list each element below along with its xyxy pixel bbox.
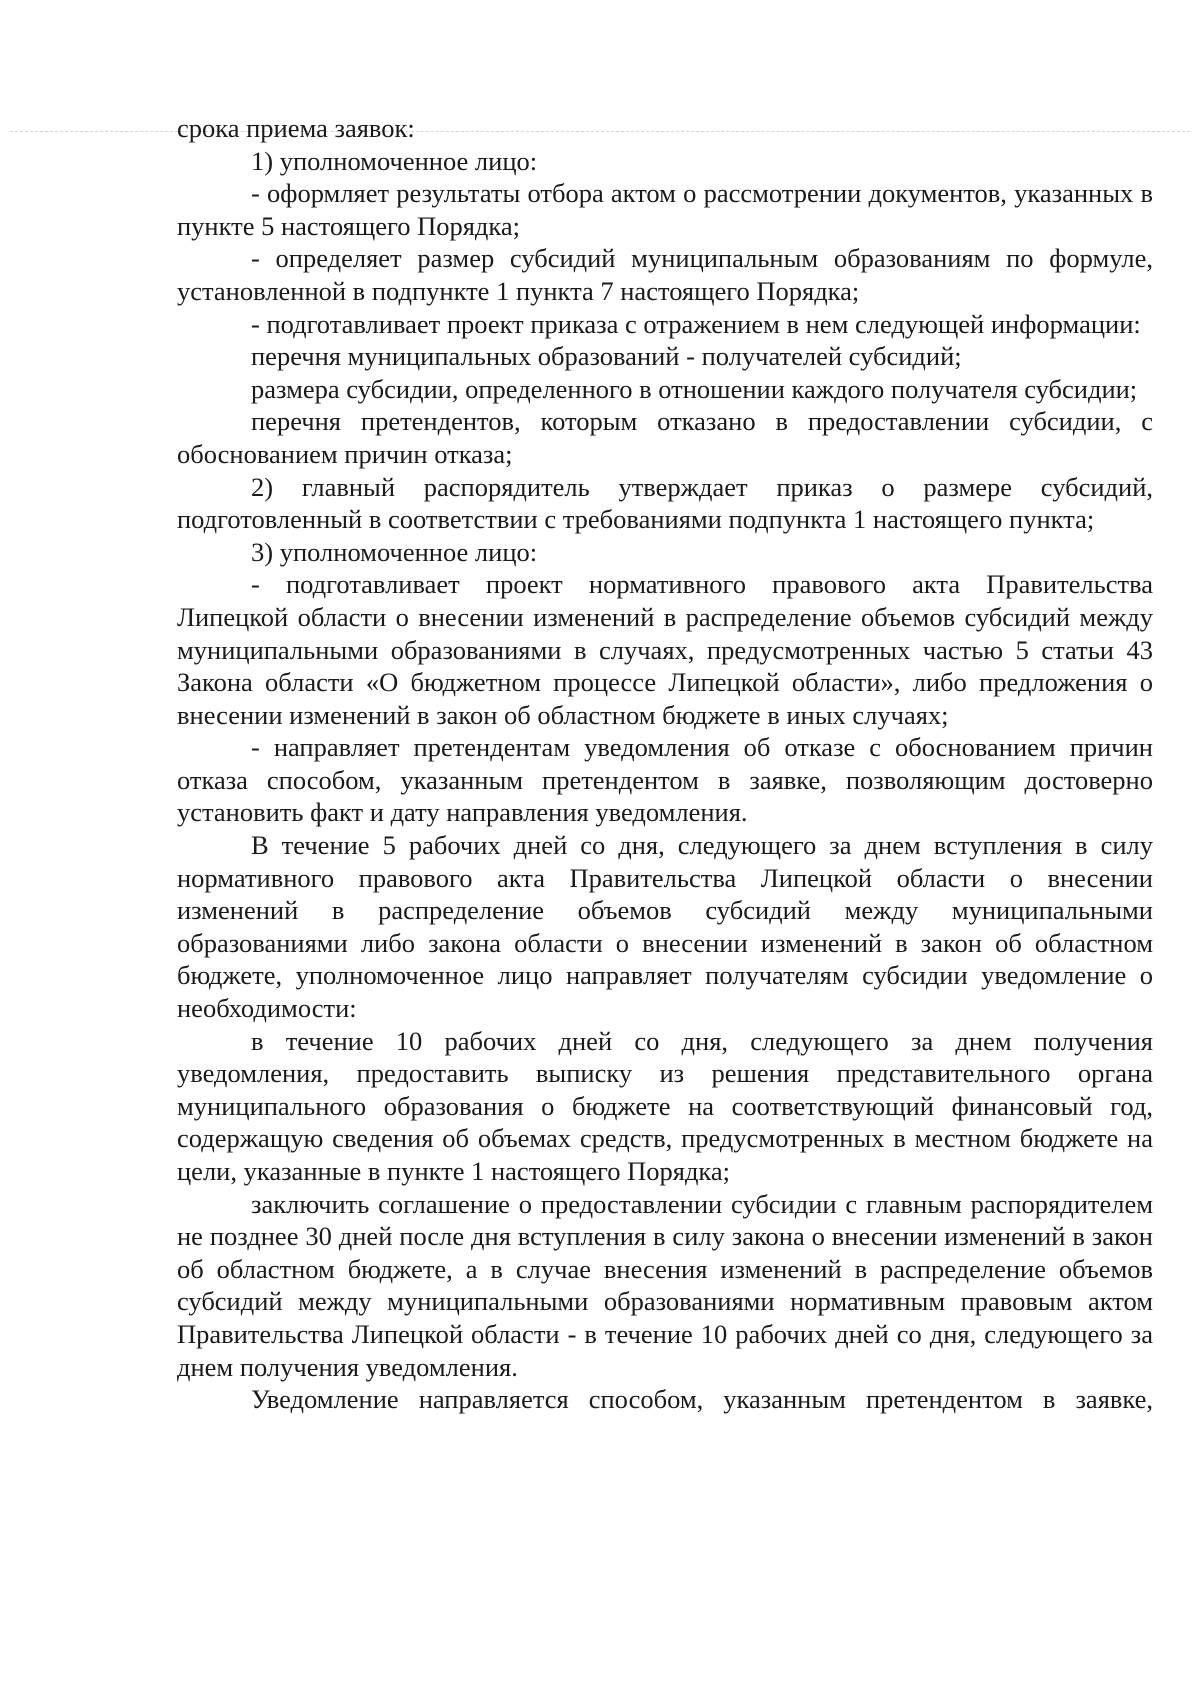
paragraph-item-2: 2) главный распорядитель утверждает приказ о размере субсидий, подготовленный в соответствии с требованиями подпункта 1 настоящего пункта; bbox=[177, 471, 1153, 535]
paragraph-item-3: 3) уполномоченное лицо: bbox=[251, 536, 538, 567]
paragraph-refused-list: перечня претендентов, которым отказано в предоставлении субсидии, с обоснованием причин отказа; bbox=[177, 406, 1153, 469]
paragraph-dash-results: - оформляет результаты отбора актом о рассмотрении документов, указанных в пункте 5 настоящего Порядка; bbox=[177, 178, 1153, 241]
document-body bbox=[177, 112, 1153, 1416]
paragraph-dash-legal-act: - подготавливает проект нормативного правового акта Правительства Липецкой области о внесении изменений в распределение объемов субсидий между муниципальными образованиями в случаях, предусмотренных частью 5 статьи 43 Закона области «О бюджетном процессе Липецкой области», либо предложения о внесении изменений в закон об областном бюджете в иных случаях; bbox=[177, 569, 1153, 730]
paragraph-recipients-list: перечня муниципальных образований - получателей субсидий; bbox=[251, 341, 962, 372]
paragraph-dash-order-draft: - подготавливает проект приказа с отражением в нем следующей информации: bbox=[251, 308, 1141, 339]
paragraph-five-days: В течение 5 рабочих дней со дня, следующего за днем вступления в силу нормативного правового акта Правительства Липецкой области о внесении изменений в распределение объемов субсидий между муниципальными образованиями либо закона области о внесении изменений в закон об областном бюджете, уполномоченное лицо направляет получателям субсидии уведомление о необходимости: bbox=[177, 830, 1153, 1024]
paragraph-subsidy-amount: размера субсидии, определенного в отношении каждого получателя субсидии; bbox=[251, 373, 1138, 404]
paragraph-continuation: срока приема заявок: bbox=[177, 113, 415, 143]
paragraph-dash-notify-refusal: - направляет претендентам уведомления об отказе с обоснованием причин отказа способом, указанным претендентом в заявке, позволяющим достоверно установить факт и дату направления уведомления. bbox=[177, 732, 1153, 828]
paragraph-item-1: 1) уполномоченное лицо: bbox=[251, 145, 538, 176]
paragraph-dash-subsidy-size: - определяет размер субсидий муниципальным образованиям по формуле, установленной в подпункте 1 пункта 7 настоящего Порядка; bbox=[177, 243, 1153, 306]
paragraph-notification: Уведомление направляется способом, указанным претендентом в заявке, bbox=[251, 1384, 1153, 1415]
paragraph-agreement: заключить соглашение о предоставлении субсидии с главным распорядителем не позднее 30 дней после дня вступления в силу закона о внесении изменений в закон об областном бюджете, а в случае внесения изменений в распределение объемов субсидий между муниципальными образованиями нормативным правовым актом Правительства Липецкой области - в течение 10 рабочих дней со дня, следующего за днем получения уведомления. bbox=[177, 1188, 1153, 1382]
paragraph-ten-days-extract: в течение 10 рабочих дней со дня, следующего за днем получения уведомления, предоставить выписку из решения представительного органа муниципального образования о бюджете на соответствующий финансовый год, содержащую сведения об объемах средств, предусмотренных в местном бюджете на цели, указанные в пункте 1 настоящего Порядка; bbox=[177, 1025, 1153, 1186]
